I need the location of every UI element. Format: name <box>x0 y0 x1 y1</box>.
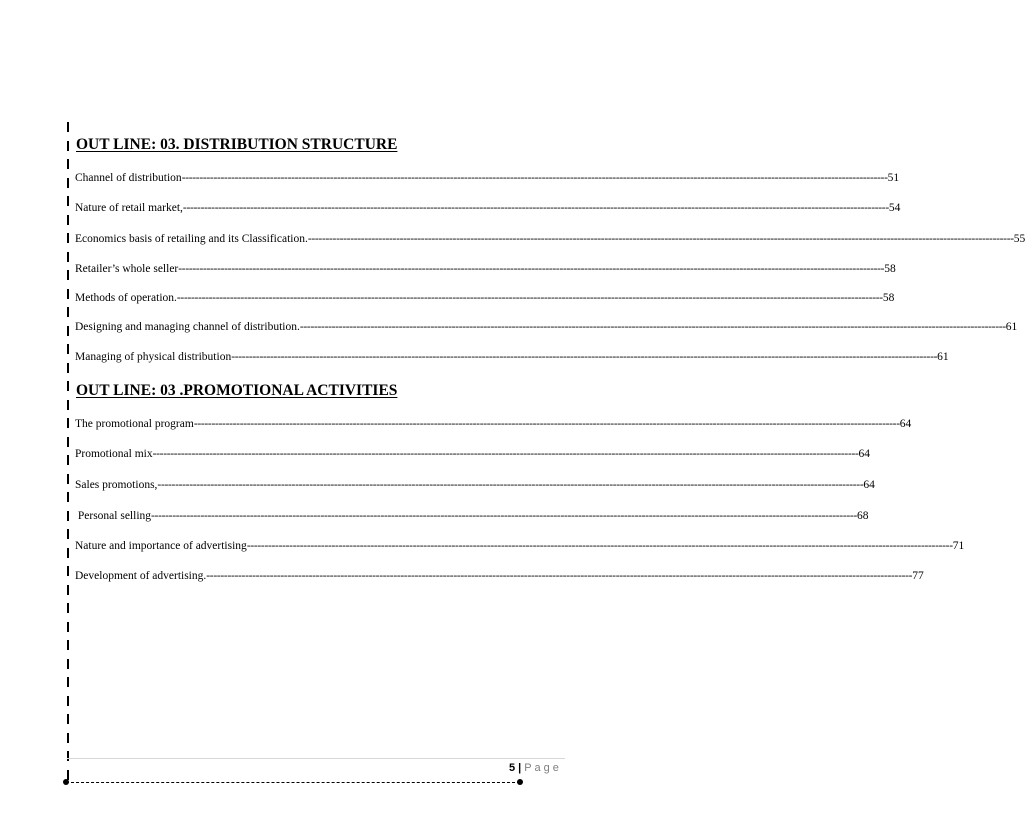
toc-leader: -------------------------------------------------------------------------------------------------------------------------------------------------------------------------------------------------------- <box>152 448 859 460</box>
margin-bar-segment <box>67 511 69 521</box>
margin-bar-segment <box>67 178 69 188</box>
toc-entry <box>75 233 1025 245</box>
toc-leader: -------------------------------------------------------------------------------------------------------------------------------------------------------------------------------------------------------- <box>206 570 913 582</box>
toc-entry-page: 55 <box>1013 233 1025 245</box>
margin-bar-segment <box>67 122 69 132</box>
toc-entry <box>75 540 965 552</box>
margin-bar-segment <box>67 141 69 151</box>
section-heading: OUT LINE: 03 .PROMOTIONAL ACTIVITIES <box>76 382 398 399</box>
margin-bar-segment <box>67 603 69 613</box>
toc-entry <box>75 172 900 184</box>
toc-entry-title: Methods of operation. <box>75 292 177 304</box>
toc-entry-title: Sales promotions, <box>75 479 158 491</box>
margin-bar-segment <box>67 492 69 502</box>
margin-bar-segment <box>67 344 69 354</box>
margin-bar-segment <box>67 751 69 761</box>
toc-entry-title: Retailer’s whole seller <box>75 263 179 275</box>
toc-entry <box>75 448 871 460</box>
page-word: Page <box>524 762 562 774</box>
toc-leader: -------------------------------------------------------------------------------------------------------------------------------------------------------------------------------------------------------- <box>193 418 900 430</box>
toc-leader: -------------------------------------------------------------------------------------------------------------------------------------------------------------------------------------------------------- <box>307 233 1014 245</box>
toc-leader: -------------------------------------------------------------------------------------------------------------------------------------------------------------------------------------------------------- <box>178 263 885 275</box>
toc-entry-title: Nature and importance of advertising <box>75 540 247 552</box>
margin-bar-segment <box>67 529 69 539</box>
toc-entry <box>75 351 949 363</box>
footer-separator: | <box>518 762 522 774</box>
toc-entry-title: Economics basis of retailing and its Classification. <box>75 233 308 245</box>
margin-bar-segment <box>67 307 69 317</box>
toc-entry <box>75 321 1018 333</box>
toc-entry-title: The promotional program <box>75 418 194 430</box>
toc-entry-title: Personal selling <box>75 510 152 522</box>
footer-page-number <box>509 762 562 774</box>
toc-entry-title: Channel of distribution <box>75 172 182 184</box>
toc-entry-page: 64 <box>863 479 875 491</box>
margin-bar-segment <box>67 548 69 558</box>
margin-bar-segment <box>67 714 69 724</box>
margin-bar-segment <box>67 326 69 336</box>
toc-entry-title: Nature of retail market, <box>75 202 183 214</box>
toc-entry-page: 68 <box>856 510 869 522</box>
toc-entry <box>75 263 896 275</box>
margin-bar-segment <box>67 566 69 576</box>
toc-leader: -------------------------------------------------------------------------------------------------------------------------------------------------------------------------------------------------------- <box>231 351 938 363</box>
margin-bar-segment <box>67 159 69 169</box>
toc-entry-page: 61 <box>937 351 949 363</box>
toc-entry-page: 58 <box>884 263 896 275</box>
toc-leader: -------------------------------------------------------------------------------------------------------------------------------------------------------------------------------------------------------- <box>181 172 888 184</box>
right-dot-ornament <box>517 779 523 785</box>
margin-bar-segment <box>67 455 69 465</box>
section-heading: OUT LINE: 03. DISTRIBUTION STRUCTURE <box>76 136 398 153</box>
toc-entry-page: 71 <box>952 540 965 552</box>
toc-leader: -------------------------------------------------------------------------------------------------------------------------------------------------------------------------------------------------------- <box>151 510 857 522</box>
toc-leader: -------------------------------------------------------------------------------------------------------------------------------------------------------------------------------------------------------- <box>157 479 864 491</box>
toc-entry-page: 64 <box>899 418 912 430</box>
margin-bar-segment <box>67 252 69 262</box>
margin-bar-segment <box>67 733 69 743</box>
footer-dashed-line <box>66 782 520 783</box>
margin-bar-segment <box>67 770 69 780</box>
footer-rule <box>67 758 565 759</box>
toc-leader: -------------------------------------------------------------------------------------------------------------------------------------------------------------------------------------------------------- <box>182 202 889 214</box>
margin-bar-segment <box>67 381 69 391</box>
toc-entry-page: 77 <box>912 570 924 582</box>
toc-leader: -------------------------------------------------------------------------------------------------------------------------------------------------------------------------------------------------------- <box>246 540 953 552</box>
margin-bar-segment <box>67 437 69 447</box>
margin-bar-segment <box>67 585 69 595</box>
toc-entry-page: 58 <box>882 292 895 304</box>
left-dot-ornament <box>63 779 69 785</box>
toc-entry-page: 54 <box>888 202 901 214</box>
toc-entry-title: Designing and managing channel of distribution. <box>75 321 300 333</box>
margin-bar-segment <box>67 622 69 632</box>
margin-bar-segment <box>67 659 69 669</box>
toc-leader: -------------------------------------------------------------------------------------------------------------------------------------------------------------------------------------------------------- <box>176 292 883 304</box>
toc-entry-title: Managing of physical distribution <box>75 351 232 363</box>
toc-entry-title: Promotional mix <box>75 448 153 460</box>
toc-entry-page: 61 <box>1005 321 1018 333</box>
margin-bar-segment <box>67 289 69 299</box>
margin-bar-segment <box>67 677 69 687</box>
toc-entry <box>75 292 895 304</box>
toc-entry <box>75 418 912 430</box>
margin-bar-segment <box>67 474 69 484</box>
toc-entry <box>75 510 869 522</box>
margin-bar-segment <box>67 400 69 410</box>
page-number: 5 <box>509 762 516 774</box>
margin-bar-segment <box>67 418 69 428</box>
margin-bar-segment <box>67 696 69 706</box>
toc-entry <box>75 202 901 214</box>
margin-bar-segment <box>67 640 69 650</box>
margin-bar-segment <box>67 270 69 280</box>
margin-bar-segment <box>67 233 69 243</box>
margin-bar-segment <box>67 363 69 373</box>
toc-entry-page: 51 <box>887 172 900 184</box>
toc-entry <box>75 570 924 582</box>
toc-entry-title: Development of advertising. <box>75 570 207 582</box>
toc-entry-page: 64 <box>858 448 871 460</box>
margin-bar-segment <box>67 196 69 206</box>
toc-entry <box>75 479 875 491</box>
toc-leader: -------------------------------------------------------------------------------------------------------------------------------------------------------------------------------------------------------- <box>299 321 1006 333</box>
margin-bar-segment <box>67 215 69 225</box>
